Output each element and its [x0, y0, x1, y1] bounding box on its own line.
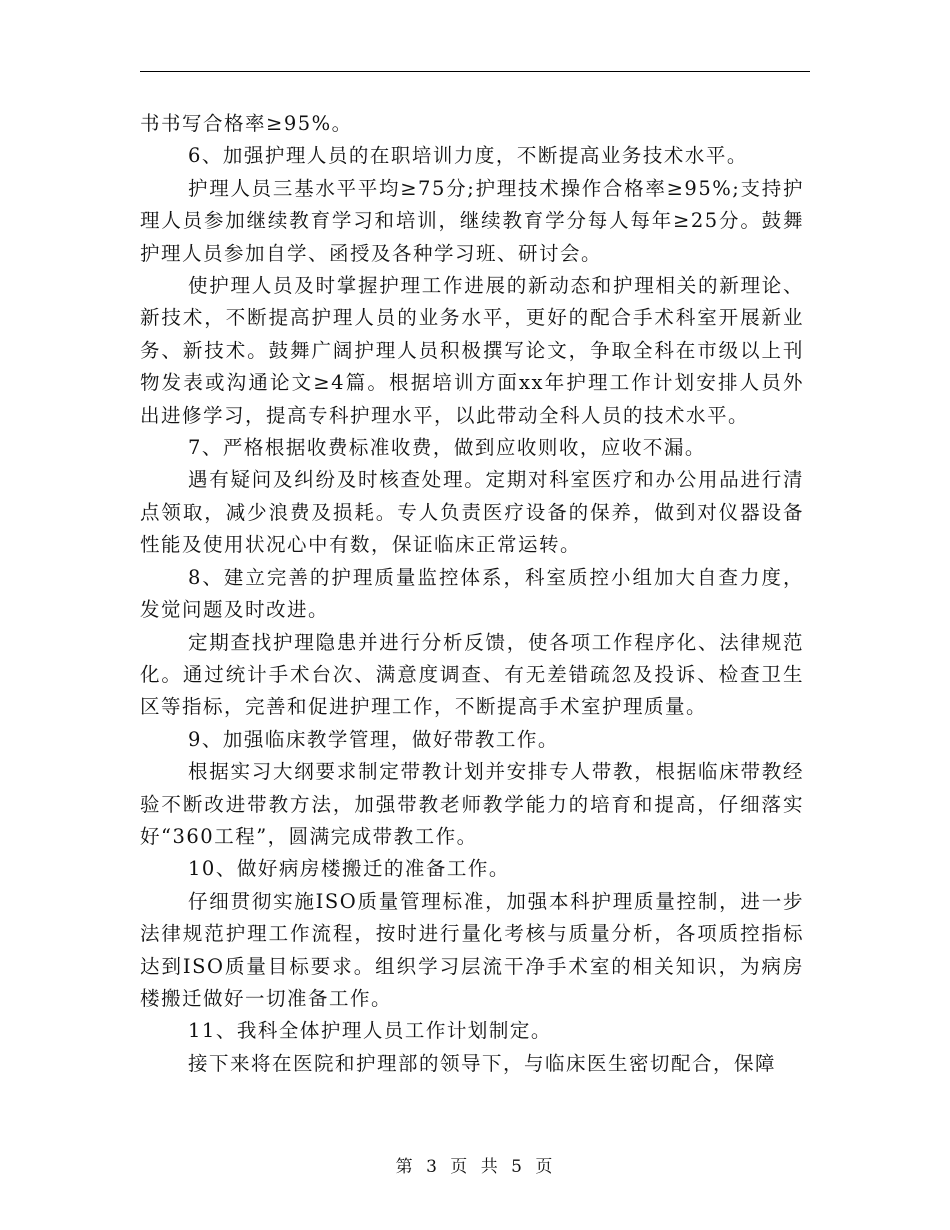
page-number-footer: 第 3 页 共 5 页: [395, 1157, 555, 1177]
paragraph: 书书写合格率≥95%。: [140, 112, 353, 135]
paragraph: 定期查找护理隐患并进行分析反馈，使各项工作程序化、法律规范化。通过统计手术台次、满意度调查、有无差错疏忽及投诉、检查卫生区等指标，完善和促进护理工作，不断提高手术室护理质量。: [140, 630, 804, 719]
paragraph: 9、加强临床教学管理，做好带教工作。: [188, 727, 559, 751]
document-body: [140, 108, 804, 1080]
paragraph: 根据实习大纲要求制定带教计划并安排专人带教，根据临床带教经验不断改进带教方法，加强带教老师教学能力的培育和提高，仔细落实好“360工程”，圆满完成带教工作。: [140, 760, 804, 848]
header-rule: [140, 71, 810, 72]
paragraph: 8、建立完善的护理质量监控体系，科室质控小组加大自查力度，发觉问题及时改进。: [140, 565, 804, 622]
paragraph: 使护理人员及时掌握护理工作进展的新动态和护理相关的新理论、新技术，不断提高护理人员的业务水平，更好的配合手术科室开展新业务、新技术。鼓舞广阔护理人员积极撰写论文，争取全科在市级以上刊物发表或沟通论文≥4篇。根据培训方面xx年护理工作计划安排人员外出进修学习，提高专科护理水平，以此带动全科人员的技术水平。: [140, 274, 804, 427]
paragraph: 7、严格根据收费标准收费，做到应收则收，应收不漏。: [188, 436, 706, 460]
paragraph: 仔细贯彻实施ISO质量管理标准，加强本科护理质量控制，进一步法律规范护理工作流程，按时进行量化考核与质量分析，各项质控指标达到ISO质量目标要求。组织学习层流干净手术室的相关知识，为病房楼搬迁做好一切准备工作。: [140, 889, 804, 1010]
paragraph: 10、做好病房楼搬迁的准备工作。: [188, 857, 510, 881]
paragraph: 遇有疑问及纠纷及时核查处理。定期对科室医疗和办公用品进行清点领取，减少浪费及损耗。专人负责医疗设备的保养，做到对仪器设备性能及使用状况心中有数，保证临床正常运转。: [140, 468, 804, 557]
paragraph: 11、我科全体护理人员工作计划制定。: [188, 1019, 552, 1043]
paragraph: 护理人员三基水平平均≥75分;护理技术操作合格率≥95%;支持护理人员参加继续教育学习和培训，继续教育学分每人每年≥25分。鼓舞护理人员参加自学、函授及各种学习班、研讨会。: [140, 176, 804, 265]
paragraph: 6、加强护理人员的在职培训力度，不断提高业务技术水平。: [188, 144, 748, 168]
paragraph: 接下来将在医院和护理部的领导下，与临床医生密切配合，保障: [188, 1051, 777, 1075]
